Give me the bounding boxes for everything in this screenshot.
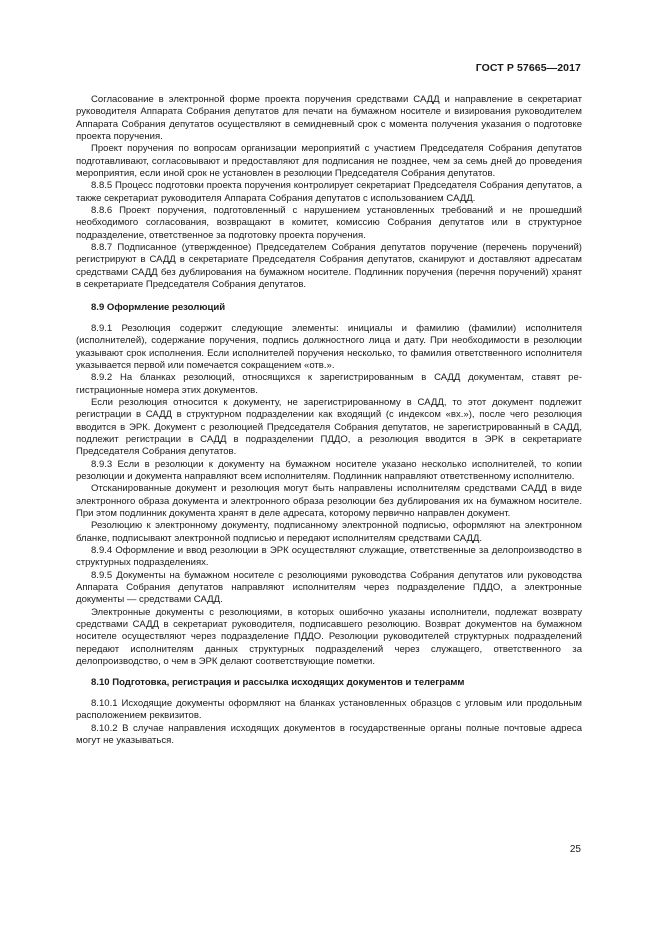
standard-header: ГОСТ Р 57665—2017 [475,62,581,74]
paragraph-8-9-1: 8.9.1 Резолюция содержит следующие элементы: инициалы и фамилию (фамилии) исполнителя (исполнителей), содержание поручения, подпись должностного лица и дату. При необходимости в резолюции указывают срок исполнения. Если исполнителей поручения несколько, то фамилия ответственного исполнителя указывается первой или помечается сокращением «отв.». [76,322,582,371]
paragraph-8-9-5: 8.9.5 Документы на бумажном носителе с резолюциями руководства Собрания депутатов или руководства Аппарата Собрания депутатов направляют исполнителям через подразделение ПДДО, а электронные документы — средствами САДД. [76,569,582,606]
paragraph-approval-electronic: Согласование в электронной форме проекта поручения средствами САДД и направление в секретариат руководителя Аппарата Собрания депутатов для печати на бумажном носителе и визирования руководителем Аппарата Собрания депутатов осуществляют в семидневный срок с момента получения указания о подготовке проекта поручения. [76,94,582,143]
paragraph-electronic-resolution: Резолюцию к электронному документу, подписанному электронной подписью, оформляют на электронном бланке, подписывают электронной подписью и передают исполнителям средствами САДД. [76,520,582,544]
section-heading-8-10: 8.10 Подготовка, регистрация и рассылка исходящих документов и телеграмм [91,677,465,689]
paragraph-event-instruction: Проект поручения по вопросам организации мероприятий с участием Председателя Собрания депутатов подготавливают, согласовывают и предоставляют для подписания не позднее, чем за семь дней до проведения мероприятия, если иной срок не установлен в резолюции Председателя Собрания депутатов. [76,143,582,180]
page-number: 25 [569,844,581,855]
paragraph-scanned-document: Отсканированные документ и резолюция могут быть направлены исполнителям средствами САДД в виде электронного образа документа и электронного образа резолюции без дублирования их на бумажном носителе. При этом подлинник документа хранят в деле адресата, которому первично направлен документ. [76,483,582,519]
paragraph-8-8-5: 8.8.5 Процесс подготовки проекта поручения контролирует секретариат Председателя Собрания депутатов, а также секретариат руководителя Аппарата Собрания депутатов с использованием САДД. [76,180,582,204]
paragraph-8-9-4: 8.9.4 Оформление и ввод резолюции в ЭРК осуществляют служащие, ответственные за делопроизводство в структурных подразделениях. [76,545,582,569]
section-heading-8-9: 8.9 Оформление резолюций [91,301,226,313]
paragraph-8-9-3: 8.9.3 Если в резолюции к документу на бумажном носителе указано несколько исполнителей, то копии резолюции и документа направляют всем исполнителям. Подлинник направляют ответственному исполнителю. [76,458,582,482]
paragraph-8-8-6: 8.8.6 Проект поручения, подготовленный с нарушением установленных требований и не прошедший необходимого согласования, возвращают в комитет, комиссию Собрания депутатов или в структурное подразделение, ответственное за подготовку проекта поручения. [76,205,582,241]
paragraph-8-9-2: 8.9.2 На бланках резолюций, относящихся к зарегистрированным в САДД документам, ставят регистрационные номера этих документов. [76,372,582,396]
paragraph-8-8-7: 8.8.7 Подписанное (утвержденное) Председателем Собрания депутатов поручение (перечень поручений) регистрируют в САДД в секретариате Председателя Собрания депутатов, сканируют и доставляют адресатам средствами САДД без дублирования на бумажном носителе. Подлинник поручения (перечня поручений) хранят в секретариате Председателя Собрания депутатов. [76,242,582,291]
paragraph-unregistered-document: Если резолюция относится к документу, не зарегистрированному в САДД, то этот документ подлежит регистрации в САДД в структурном подразделении как входящий (с индексом «вх.»), после чего резолюция вводится в ЭРК. Документ с резолюцией Председателя Собрания депутатов, не зарегистрированный в САДД, подлежит регистрации в САДД в подразделении ПДДО, а резолюция вводится в ЭРК в секретариате Председателя Собрания депутатов. [76,396,582,458]
paragraph-8-10-2: 8.10.2 В случае направления исходящих документов в государственные органы полные почтовые адреса могут не указываться. [76,722,582,746]
paragraph-erroneous-executors: Электронные документы с резолюциями, в которых ошибочно указаны исполнители, подлежат возврату средствами САДД в секретариат руководителя, подписавшего резолюцию. Возврат документов на бумажном носителе осуществляют через подразделение ПДДО. Резолюции руководителей структурных подразделений передают исполнителям данных структурных подразделений через служащего, ответственного за делопроизводство, о чем в ЭРК делают соответствующие пометки. [76,606,582,668]
paragraph-8-10-1: 8.10.1 Исходящие документы оформляют на бланках установленных образцов с угловым или продольным расположением реквизитов. [76,697,582,722]
document-body [76,94,582,747]
